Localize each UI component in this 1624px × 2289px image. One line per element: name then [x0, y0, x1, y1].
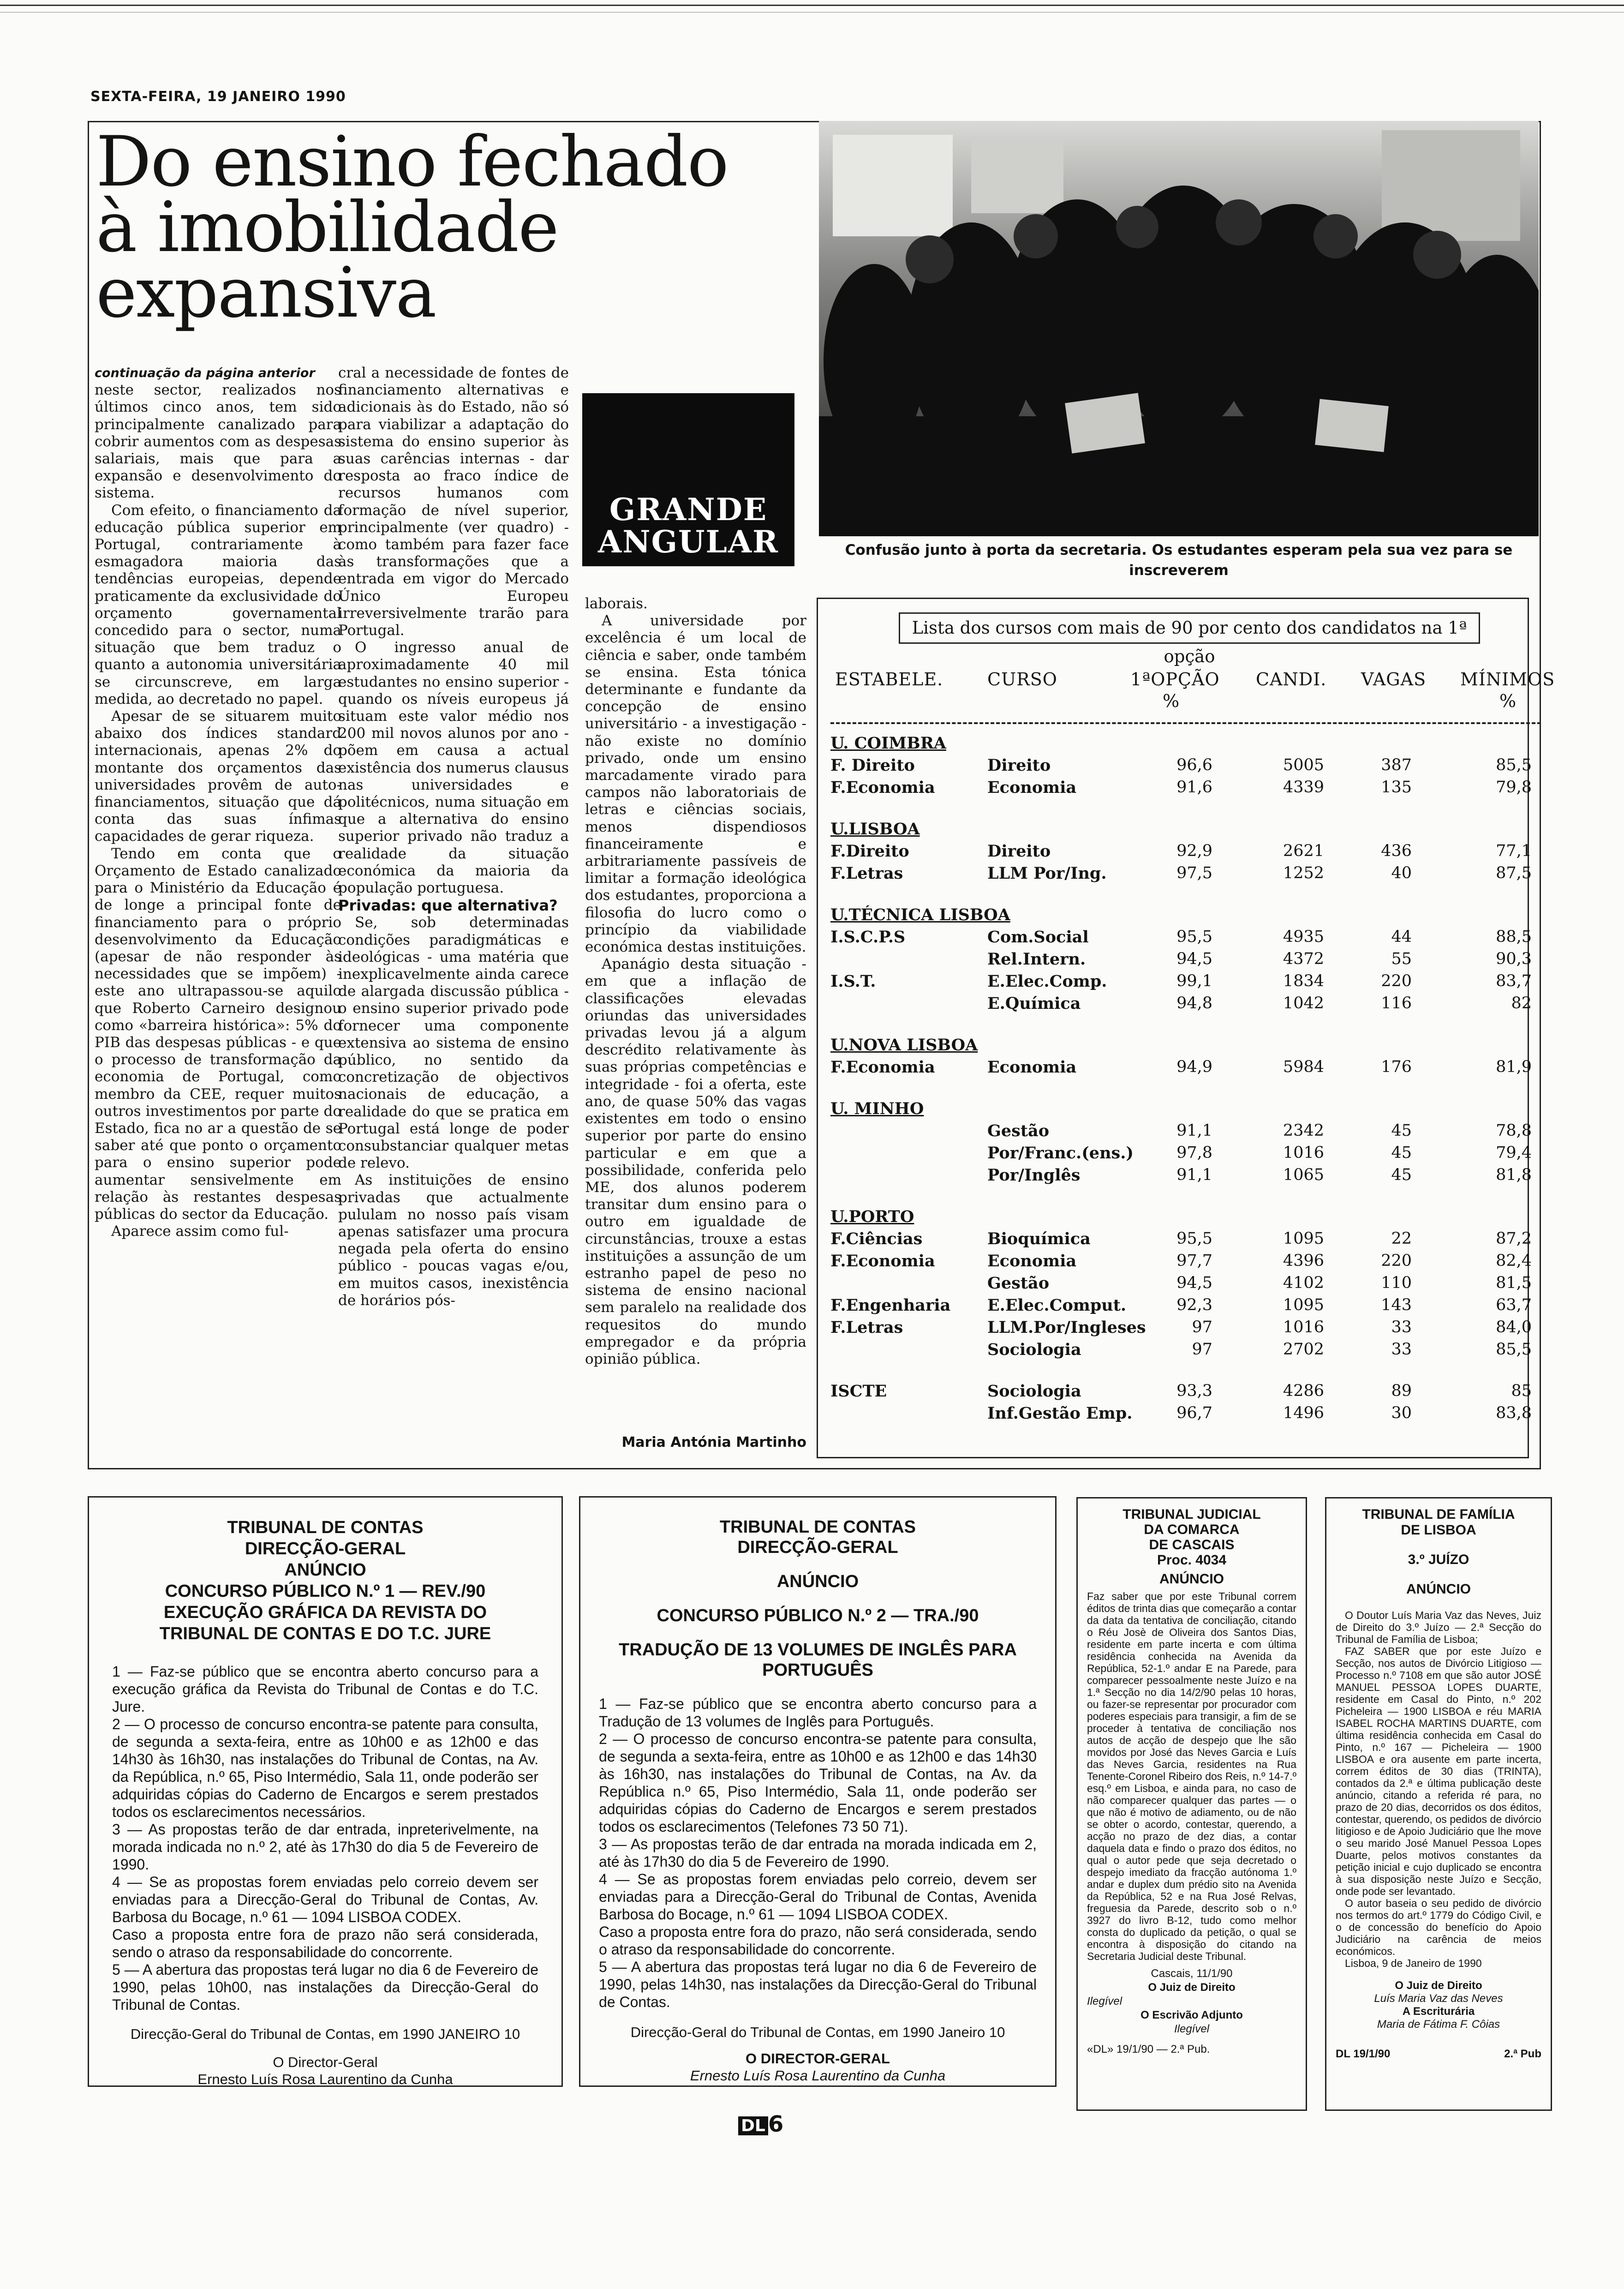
notice-signature: Ilegível [1087, 1995, 1122, 2007]
table-cell: Por/Franc.(ens.) [987, 1144, 1134, 1162]
notice-heading: ANÚNCIO [1406, 1582, 1471, 1597]
table-cell: F.Economia [830, 1058, 935, 1077]
table-cell: 99,1 [1176, 972, 1212, 990]
table-cell: 87,2 [1496, 1229, 1532, 1248]
badge-line: GRANDE [609, 491, 768, 527]
table-cell: Economia [987, 778, 1077, 797]
section-badge [582, 393, 794, 566]
table-cell: 4339 [1283, 778, 1324, 797]
notice-heading: TRIBUNAL DE CONTAS E DO T.C. JURE [159, 1624, 491, 1643]
table-cell: 82 [1511, 994, 1532, 1013]
table-cell: F.Economia [830, 778, 935, 797]
notice-heading: EXECUÇÃO GRÁFICA DA REVISTA DO [163, 1603, 487, 1622]
notice-signature: Ilegível [1174, 2023, 1210, 2035]
table-cell: F.Direito [830, 842, 909, 861]
table-group-heading: U. MINHO [830, 1099, 924, 1118]
notice-tribunal-cascais [1076, 1497, 1307, 2111]
newspaper-logo: DL [738, 2116, 768, 2135]
table-cell: 2702 [1283, 1340, 1324, 1359]
table-group-heading: U.LISBOA [830, 820, 920, 839]
table-group-heading: U.NOVA LISBOA [830, 1036, 978, 1055]
table-cell: 2621 [1283, 842, 1324, 860]
table-cell: 94,9 [1176, 1058, 1212, 1076]
table-cell: 436 [1381, 842, 1412, 860]
paragraph: Se, sob determinadas condições paradigmáticas e ideológicas - uma matéria que inexplicavelmente ainda carece de alargada discussão pública - o ensino superior privado pode fornecer uma componente extensiva ao sistema de ensino público, no sentido da concretização de objectivos nacionais de educação, a realidade do que se pratica em Portugal está longe de poder consubstanciar qualquer metas de relevo. [338, 914, 569, 1172]
table-cell: I.S.T. [830, 972, 876, 991]
table-cell: F.Economia [830, 1252, 935, 1270]
table-cell: 83,8 [1496, 1404, 1532, 1422]
table-cell: 5984 [1283, 1058, 1324, 1076]
notice-paragraph: 2 — O processo de concurso encontra-se patente para consulta, de segunda a sexta-feira, entre as 10h00 e as 12h00 e das 14h30 às 16h30, nas instalações do Tribunal de Contas, na Av. da República n.º 65, Piso Intermédio, Sala 11, onde poderão ser adquiridas cópias do Caderno de Encargos e serem prestados todos os esclarecimentos (Telefones 73 50 71). [599, 1731, 1037, 1835]
notice-publication-ref: DL 19/1/90 [1336, 2048, 1391, 2060]
table-cell: 96,7 [1176, 1404, 1212, 1422]
paragraph: As instituições de ensino privadas que actualmente pululam no nosso país visam apenas satisfazer uma procura negada pela oferta do ensino público - poucas vagas e/ou, em muitos casos, inexistência de horários pós- [338, 1172, 569, 1309]
notice-signatory: Maria de Fátima F. Côias [1377, 2018, 1500, 2031]
table-cell: 97 [1192, 1340, 1212, 1359]
table-cell: Com.Social [987, 928, 1089, 947]
table-cell: 79,8 [1496, 778, 1532, 797]
table-cell: 97,7 [1176, 1252, 1212, 1270]
notice-signatory: Ernesto Luís Rosa Laurentino da Cunha [197, 2071, 453, 2087]
notice-paragraph: 3 — As propostas terão de dar entrada na morada indicada em 2, até às 17h30 do dia 5 de Fevereiro de 1990. [599, 1836, 1037, 1870]
table-cell: 92,9 [1176, 842, 1212, 860]
notice-signatory-title: O Juiz de Direito [1148, 1981, 1236, 1994]
table-cell: 1834 [1283, 972, 1324, 990]
table-cell: 5005 [1283, 756, 1324, 774]
table-group-heading: U.PORTO [830, 1207, 914, 1226]
table-cell: 1095 [1283, 1229, 1324, 1248]
table-cell: 1042 [1283, 994, 1324, 1013]
notice-heading: TRIBUNAL DE FAMÍLIA [1362, 1507, 1515, 1522]
notice-signatory-title: A Escriturária [1402, 2005, 1475, 2018]
table-group-heading: U. COIMBRA [830, 734, 946, 753]
table-cell: 91,1 [1176, 1166, 1212, 1184]
notice-paragraph: FAZ SABER que por este Juízo e Secção, nos autos de Divórcio Litigioso — Processo n.º 7108 em que são autor JOSÉ MANUEL PESSOA LOPES DUARTE, residente em Casal do Pinto, n.º 202 Picheleira — 1900 LISBOA e réu MARIA ISABEL ROCHA MARTINS DUARTE, com última residência conhecida em Casal do Pinto, n.º 167 — Picheleira — 1900 LISBOA e ora ausente em parte incerta, correm éditos de 30 dias (TRINTA), contados da 2.ª e última publicação deste anúncio, citando a referida ré para, no prazo de 20 dias, decorridos os dos éditos, contestar, querendo, os pedidos de divórcio litigioso e de Apoio Judiciário que lhe move o seu marido José Manuel Pessoa Lopes Duarte, pelos motivos constantes da petição inicial e cujo duplicado se encontra à sua disposição neste Juízo e Secção, onde pode ser levantado. [1336, 1645, 1541, 1897]
table-cell: Economia [987, 1252, 1077, 1270]
byline: Maria Antónia Martinho [621, 1434, 806, 1450]
notice-heading: CONCURSO PÚBLICO N.º 1 — REV./90 [165, 1582, 486, 1601]
paragraph: Apesar de se situarem muito abaixo dos índices standard internacionais, apenas 2% do montante dos orçamentos das universidades provêm de auto-financiamentos, situação que dá conta das suas ínfimas capacidades de gerar riqueza. [95, 708, 341, 845]
table-cell: 33 [1391, 1318, 1412, 1336]
article-column-2 [338, 365, 569, 1468]
photo-caption: Confusão junto à porta da secretaria. Os estudantes esperam pela sua vez para se inscreverem [845, 542, 1513, 579]
notice-paragraph: Faz saber que por este Tribunal correm éditos de trinta dias que começarão a contar da data da tentativa de conciliação, citando o Réu Josè de Oliveira dos Santos Dias, residente em parte incerta e com última residência conhecida na Avenida da República, 52-1.º andar E na Parede, para comparecer pessoalmente neste Juízo e na 1.ª Secção no dia 14/2/90 pelas 10 horas, ou fazer-se representar por procurador com poderes especiais para transigir, a fim de se proceder à tentativa de conciliação nos autos de acção de despejo que lhe são movidos por José das Neves Garcia e Luís das Neves Garcia, residentes na Rua Tenente-Coronel Ribeiro dos Reis, n.º 14-7.º esq.º em Lisboa, e ainda para, no caso de não comparecer qualquer das partes — o que não é motivo de adiamento, ou de não se obter o acordo, contestar, querendo, a acção no prazo de dez dias, a contar daquela data e findo o prazo dos éditos, no qual o autor pede que seja decretado o despejo imediato da fracção autónoma 1.º andar e duplex dum prédio sito na Avenida da República, 52 e na Rua José Relvas, freguesia da Parede, descrito sob o n.º 3927 do livro B-12, tudo como melhor consta do duplicado da petição, o qual se encontra à disposição do citando na Secretaria Judicial deste Tribunal. [1087, 1590, 1296, 1962]
table-cell: Economia [987, 1058, 1077, 1077]
notice-paragraph: O autor baseia o seu pedido de divórcio nos termos do art.º 1779 do Código Civil, e o de concessão do benefício do Apoio Judiciário na carência de meios económicos. [1336, 1897, 1541, 1957]
subheading: Privadas: que alternativa? [338, 897, 558, 915]
notice-heading: TRIBUNAL DE CONTAS [719, 1517, 916, 1537]
table-cell: 90,3 [1496, 950, 1532, 968]
table-cell: F.Letras [830, 1318, 903, 1337]
notice-paragraph: 2 — O processo de concurso encontra-se patente para consulta, de segunda a sexta-feira, entre as 10h00 e as 12h00 e das 14h30 às 16h30, nas instalações do Tribunal de Contas, na Av. da República, n.º 65, Piso Intermédio, Sala 11, onde poderão ser adquiridas cópias do Caderno de Encargos e serem prestados todos os esclarecimentos necessários. [112, 1716, 538, 1820]
notice-publication-ref: «DL» 19/1/90 — 2.ª Pub. [1087, 2043, 1210, 2055]
col-header-unit: % [1163, 691, 1180, 711]
table-cell: 55 [1391, 950, 1412, 968]
table-group-heading: U.TÉCNICA LISBOA [830, 905, 1010, 924]
top-rule [0, 5, 1624, 6]
table-cell: Por/Inglês [987, 1166, 1081, 1185]
notice-heading: DE CASCAIS [1149, 1537, 1235, 1552]
notice-paragraph: Lisboa, 9 de Janeiro de 1990 [1345, 1957, 1482, 1969]
table-cell: 92,3 [1176, 1296, 1212, 1314]
table-cell: F.Letras [830, 864, 903, 883]
table-cell: E.Elec.Comp. [987, 972, 1107, 991]
notice-heading: ANÚNCIO [776, 1572, 859, 1591]
notice-signatory-title: O Juiz de Direito [1395, 1979, 1482, 1992]
table-cell: 85,5 [1496, 1340, 1532, 1359]
table-cell: Inf.Gestão Emp. [987, 1404, 1133, 1423]
notice-paragraph: Caso a proposta entre fora de prazo não será considerada, sendo o atraso da responsabilidade do concorrente. [112, 1926, 538, 1960]
notice-paragraph: Caso a proposta entre fora do prazo, não será considerada, sendo o atraso da responsabilidade do concorrente. [599, 1923, 1037, 1958]
notice-paragraph: 5 — A abertura das propostas terá lugar no dia 6 de Fevereiro de 1990, pelas 14h30, nas instalações da Direcção-Geral do Tribunal de Contas. [599, 1959, 1037, 2010]
table-cell: Sociologia [987, 1382, 1081, 1401]
table-cell: 220 [1381, 1252, 1412, 1270]
notice-heading: PORTUGUÊS [762, 1660, 873, 1680]
table-cell: 4102 [1283, 1274, 1324, 1292]
notice-heading: DIRECÇÃO-GERAL [737, 1538, 898, 1557]
notice-paragraph: 5 — A abertura das propostas terá lugar no dia 6 de Fevereiro de 1990, pelas 10h00, nas instalações da Direcção-Geral do Tribunal de Contas. [112, 1961, 538, 2013]
notice-paragraph: O Doutor Luís Maria Vaz das Neves, Juiz de Direito do 3.º Juízo — 2.ª Secção do Tribunal de Família de Lisboa; [1336, 1609, 1541, 1645]
table-cell: 1252 [1283, 864, 1324, 882]
table-cell: LLM.Por/Ingleses [987, 1318, 1146, 1337]
table-cell: Gestão [987, 1274, 1050, 1293]
notice-tribunal-contas-1 [88, 1496, 563, 2087]
page-number-value: 6 [768, 2111, 784, 2137]
table-cell: 81,5 [1496, 1274, 1532, 1292]
table-cell: F.Engenharia [830, 1296, 951, 1315]
notice-heading: TRADUÇÃO DE 13 VOLUMES DE INGLÊS PARA [619, 1640, 1017, 1660]
headline: Do ensino fechado à imobilidade expansiva [96, 122, 728, 333]
table-cell: 40 [1391, 864, 1412, 882]
notice-heading: ANÚNCIO [1159, 1571, 1224, 1587]
table-cell: Direito [987, 756, 1051, 775]
table-cell: 33 [1391, 1340, 1412, 1359]
paragraph: neste sector, realizados nos últimos cinco anos, tem sido principalmente canalizado para cobrir aumentos com as despesas salariais, mais que para a expansão e desenvolvimento do sistema. [95, 382, 341, 502]
table-cell: 1065 [1283, 1166, 1324, 1184]
table-cell: I.S.C.P.S [830, 928, 906, 947]
table-cell: LLM Por/Ing. [987, 864, 1107, 883]
col-header: MÍNIMOS [1460, 669, 1555, 689]
table-cell: 4935 [1283, 928, 1324, 946]
notice-signatory-title: O DIRECTOR-GERAL [746, 2050, 890, 2067]
article-column-3 [585, 595, 806, 1454]
table-cell: 96,6 [1176, 756, 1212, 774]
table-cell: 87,5 [1496, 864, 1532, 882]
paragraph: A universidade por excelência é um local de ciência e saber, onde também se ensina. Esta tónica determinante e fundante da concepção de ensino universitário - a investigação - não existe no domínio privado, onde um ensino marcadamente virado para campos não laboratoriais de letras e ciências sociais, menos dispendiosos financeiramente e arbitrariamente passíveis de limitar a formação ideológica dos estudantes, proporciona a filosofia do lucro como o princípio da viabilidade económica destas instituições. [585, 612, 806, 956]
table-cell: 4286 [1283, 1382, 1324, 1400]
news-photo [819, 121, 1539, 536]
table-cell: 93,3 [1176, 1382, 1212, 1400]
notice-place-date: Direcção-Geral do Tribunal de Contas, em 1990 Janeiro 10 [630, 2024, 1005, 2040]
table-cell: 95,5 [1176, 1229, 1212, 1248]
table-cell: 1016 [1283, 1318, 1324, 1336]
notice-tribunal-familia [1325, 1497, 1552, 2111]
paragraph: Apanágio desta situação - em que a inflação de classificações elevadas oriundas das universidades privadas levou já a algum descrédito relativamente às suas próprias competências e integridade - foi a oferta, este ano, de quase 50% das vagas existentes em todo o ensino superior por parte do ensino particular e em que a possibilidade, conferida pelo ME, dos alunos poderem transitar dum ensino para o outro em igualdade de circunstâncias, trouxe a estas instituições a assunção de um estranho papel de peso no sistema de ensino nacional sem paralelo na realidade dos requesitos do mundo empregador e da própria opinião pública. [585, 956, 806, 1367]
page-date: SEXTA-FEIRA, 19 JANEIRO 1990 [90, 89, 346, 105]
article-column-1 [95, 365, 341, 1468]
notice-paragraph: 4 — Se as propostas forem enviadas pelo correio devem ser enviadas para a Direcção-Geral do Tribunal de Contas, Av. Barbosa du Bocage, n.º 61 — 1094 LISBOA CODEX. [112, 1874, 538, 1925]
notice-heading: TRIBUNAL DE CONTAS [227, 1518, 424, 1537]
table-cell: Direito [987, 842, 1051, 861]
table-cell: 97,5 [1176, 864, 1212, 882]
table-cell: 85,5 [1496, 756, 1532, 774]
table-cell: Gestão [987, 1121, 1050, 1140]
notice-place-date: Direcção-Geral do Tribunal de Contas, em 1990 JANEIRO 10 [130, 2026, 520, 2042]
table-cell: 88,5 [1496, 928, 1532, 946]
notice-place-date: Cascais, 11/1/90 [1151, 1967, 1233, 1980]
table-cell: 4396 [1283, 1252, 1324, 1270]
col-header: 1ªOPÇÃO [1130, 669, 1220, 689]
notice-signatory-title: O Director-Geral [273, 2054, 378, 2070]
table-cell: 91,6 [1176, 778, 1212, 797]
table-cell: 116 [1381, 994, 1412, 1013]
notice-signatory: Ernesto Luís Rosa Laurentino da Cunha [690, 2067, 946, 2084]
table-cell: 82,4 [1496, 1252, 1532, 1270]
notice-paragraph: 4 — Se as propostas forem enviadas pelo correio, devem ser enviadas para a Direcção-Geral do Tribunal de Contas, Avenida Barbosa do Bocage, n.º 61 — 1094 LISBOA CODEX. [599, 1871, 1037, 1923]
table-cell: 91,1 [1176, 1121, 1212, 1140]
table-cell: 1095 [1283, 1296, 1324, 1314]
table-divider [830, 722, 1541, 724]
table-cell: 77,1 [1496, 842, 1532, 860]
table-cell: F. Direito [830, 756, 915, 775]
table-cell: 135 [1381, 778, 1412, 797]
table-cell: 97,8 [1176, 1144, 1212, 1162]
table-cell: 22 [1391, 1229, 1412, 1248]
table-cell: 97 [1192, 1318, 1212, 1336]
paragraph: Com efeito, o financiamento da educação pública superior em Portugal, contrariamente à esmagadora maioria das tendências europeias, depende praticamente da exclusividade do orçamento governamental concedido para o sector, numa situação que bem traduz o quanto a autonomia universitária se circunscreve, em larga medida, ao decretado no papel. [95, 502, 341, 707]
table-cell: Rel.Intern. [987, 950, 1086, 969]
table-cell: 83,7 [1496, 972, 1532, 990]
table-cell: 95,5 [1176, 928, 1212, 946]
table-cell: 30 [1391, 1404, 1412, 1422]
page-number [738, 2111, 783, 2137]
table-cell: E.Química [987, 994, 1081, 1013]
col-header: VAGAS [1361, 669, 1427, 689]
notice-signatory-title: O Escrivão Adjunto [1140, 2009, 1243, 2021]
notice-heading: DE LISBOA [1401, 1522, 1476, 1538]
notice-paragraph: 1 — Faz-se público que se encontra aberto concurso para a Tradução de 13 volumes de Inglês para Português. [599, 1696, 1037, 1730]
col-header: CURSO [987, 669, 1057, 689]
table-cell: 45 [1391, 1144, 1412, 1162]
table-cell: 45 [1391, 1121, 1412, 1140]
paragraph: Aparece assim como ful- [111, 1223, 289, 1240]
table-cell: 387 [1381, 756, 1412, 774]
table-cell: 78,8 [1496, 1121, 1532, 1140]
table-cell: 85 [1511, 1382, 1532, 1400]
paragraph: Tendo em conta que o Orçamento de Estado canalizado para o Ministério da Educação é de longe a principal fonte de financiamento para o próprio desenvolvimento da Educação (apesar de não responder às necessidades que se impõem) - este ano ultrapassou-se aquilo que Roberto Carneiro designou como «barreira histórica»: 5% do PIB das despesas públicas - e que o processo de transformação da economia de Portugal, como membro da CEE, requer muitos outros investimentos por parte do Estado, fica no ar a questão de se saber até que ponto o orçamento para o ensino superior pode aumentar sensivelmente em relação às restantes despesas públicas do sector da Educação. [95, 845, 341, 1222]
notice-heading: DA COMARCA [1144, 1522, 1240, 1537]
notice-heading: CONCURSO PÚBLICO N.º 2 — TRA./90 [657, 1606, 979, 1625]
badge-line: ANGULAR [598, 524, 779, 560]
table-cell: E.Elec.Comput. [987, 1296, 1127, 1315]
table-cell: 44 [1391, 928, 1412, 946]
table-cell: 63,7 [1496, 1296, 1532, 1314]
table-cell: 110 [1381, 1274, 1412, 1292]
notice-signatory: Luís Maria Vaz das Neves [1374, 1992, 1503, 2005]
col-header-unit: % [1499, 691, 1517, 711]
table-title: Lista dos cursos com mais de 90 por cento dos candidatos na 1ª opção [899, 612, 1480, 644]
table-cell: 143 [1381, 1296, 1412, 1314]
notice-paragraph: 3 — As propostas terão de dar entrada, inpreterivelmente, na morada indicada no n.º 2, até às 17h30 do dia 5 de Fevereiro de 1990. [112, 1821, 538, 1873]
table-cell: 94,5 [1176, 1274, 1212, 1292]
table-cell: 220 [1381, 972, 1412, 990]
notice-tribunal-contas-2 [579, 1496, 1057, 2087]
table-cell: ISCTE [830, 1382, 887, 1401]
paragraph: cral a necessidade de fontes de financiamento alternativas e adicionais às do Estado, não só para viabilizar a adaptação do sistema do ensino superior às suas carências internas - dar resposta ao fraco índice de recursos humanos com formação de nível superior, principalmente (ver quadro) - como também para fazer face às transformações que a entrada em vigor do Mercado Único Europeu irreversivelmente trarão para Portugal. [338, 365, 569, 639]
notice-heading: 3.º JUÍZO [1408, 1552, 1469, 1567]
table-cell: 94,8 [1176, 994, 1212, 1013]
table-cell: 1496 [1283, 1404, 1324, 1422]
col-header: CANDI. [1256, 669, 1327, 689]
notice-heading: ANÚNCIO [284, 1560, 366, 1580]
table-cell: 1016 [1283, 1144, 1324, 1162]
notice-paragraph: 1 — Faz-se público que se encontra aberto concurso para a execução gráfica da Revista do Tribunal de Contas e do T.C. Jure. [112, 1663, 538, 1715]
table-cell: 89 [1391, 1382, 1412, 1400]
table-cell: 84,0 [1496, 1318, 1532, 1336]
table-cell: F.Ciências [830, 1229, 923, 1248]
table-cell: 81,9 [1496, 1058, 1532, 1076]
table-cell: Bioquímica [987, 1229, 1091, 1248]
table-cell: Sociologia [987, 1340, 1081, 1359]
table-cell: 81,8 [1496, 1166, 1532, 1184]
table-cell: 4372 [1283, 950, 1324, 968]
table-cell: 79,4 [1496, 1144, 1532, 1162]
col-header: ESTABELE. [835, 669, 943, 689]
notice-publication-ref: 2.ª Pub [1504, 2048, 1541, 2060]
notice-heading: TRIBUNAL JUDICIAL [1122, 1507, 1261, 1522]
table-cell: 45 [1391, 1166, 1412, 1184]
paragraph: O ingresso anual de aproximadamente 40 mil estudantes no ensino superior - quando os níveis europeus já situam este valor médio nos 200 mil novos alunos por ano - põem em causa a actual existência dos numerus clausus nas universidades e politécnicos, numa situação em que a alternativa do ensino superior privado não traduz a realidade da situação económica da maioria da população portuguesa. [338, 639, 569, 897]
paragraph: laborais. [585, 595, 648, 612]
crowd-photo-image [819, 121, 1539, 536]
kicker: continuação da página anterior [95, 366, 315, 380]
table-cell: 176 [1381, 1058, 1412, 1076]
notice-heading: DIRECÇÃO-GERAL [245, 1539, 406, 1558]
table-cell: 94,5 [1176, 950, 1212, 968]
table-cell: 2342 [1283, 1121, 1324, 1140]
notice-heading: Proc. 4034 [1157, 1552, 1227, 1568]
